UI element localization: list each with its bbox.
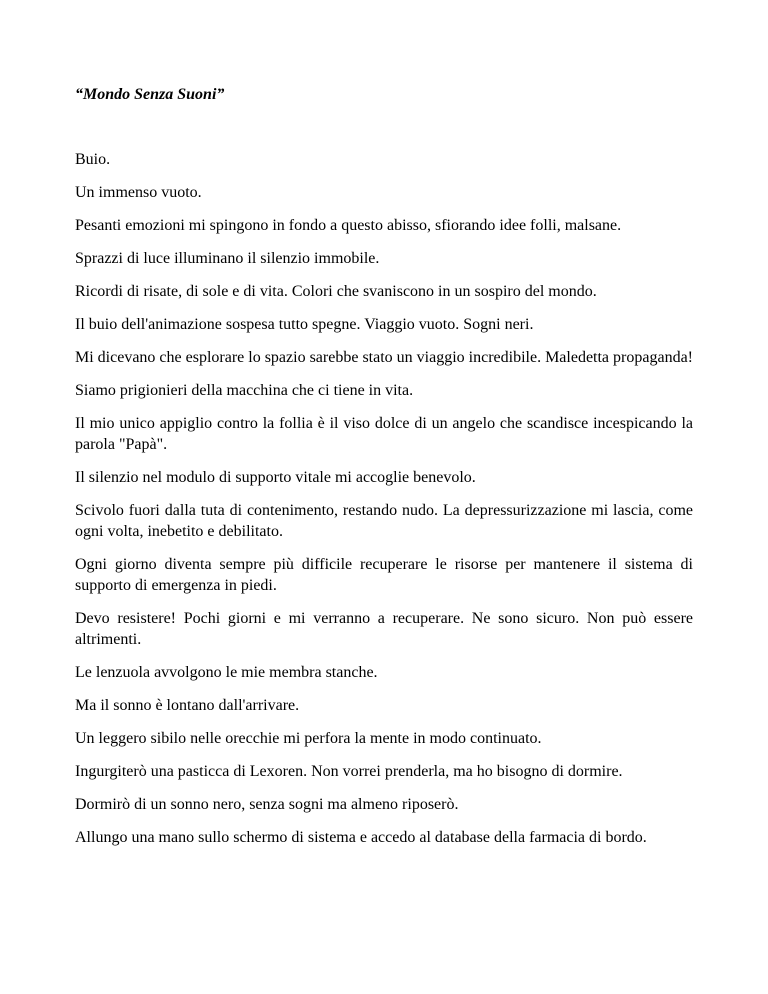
paragraph: Le lenzuola avvolgono le mie membra stanche.	[75, 664, 378, 681]
paragraph: Ogni giorno diventa sempre più difficile recuperare le risorse per mantenere il sistema di supporto di emergenza in piedi.	[75, 556, 693, 594]
paragraph: Sprazzi di luce illuminano il silenzio immobile.	[75, 250, 380, 267]
paragraph: Il silenzio nel modulo di supporto vitale mi accoglie benevolo.	[75, 469, 476, 486]
paragraph: Il buio dell'animazione sospesa tutto spegne. Viaggio vuoto. Sogni neri.	[75, 316, 534, 333]
paragraph: Scivolo fuori dalla tuta di contenimento, restando nudo. La depressurizzazione mi lascia, come ogni volta, inebetito e debilitato.	[75, 502, 693, 540]
document-title: “Mondo Senza Suoni”	[75, 86, 225, 103]
paragraph: Ingurgiterò una pasticca di Lexoren. Non vorrei prenderla, ma ho bisogno di dormire.	[75, 763, 623, 780]
paragraph: Siamo prigionieri della macchina che ci tiene in vita.	[75, 382, 414, 399]
paragraph: Buio.	[75, 151, 111, 168]
paragraph: Ricordi di risate, di sole e di vita. Colori che svaniscono in un sospiro del mondo.	[75, 283, 597, 300]
paragraph: Mi dicevano che esplorare lo spazio sarebbe stato un viaggio incredibile. Maledetta propaganda!	[75, 349, 693, 366]
paragraph: Devo resistere! Pochi giorni e mi verranno a recuperare. Ne sono sicuro. Non può essere altrimenti.	[75, 610, 693, 648]
paragraph: Un immenso vuoto.	[75, 184, 202, 201]
paragraph: Allungo una mano sullo schermo di sistema e accedo al database della farmacia di bordo.	[75, 829, 647, 846]
paragraph: Pesanti emozioni mi spingono in fondo a questo abisso, sfiorando idee folli, malsane.	[75, 217, 622, 234]
paragraph: Ma il sonno è lontano dall'arrivare.	[75, 697, 300, 714]
paragraph: Dormirò di un sonno nero, senza sogni ma almeno riposerò.	[75, 796, 459, 813]
paragraph: Il mio unico appiglio contro la follia è il viso dolce di un angelo che scandisce incespicando la parola "Papà".	[75, 415, 693, 453]
paragraph: Un leggero sibilo nelle orecchie mi perfora la mente in modo continuato.	[75, 730, 542, 747]
document-body	[75, 84, 693, 860]
